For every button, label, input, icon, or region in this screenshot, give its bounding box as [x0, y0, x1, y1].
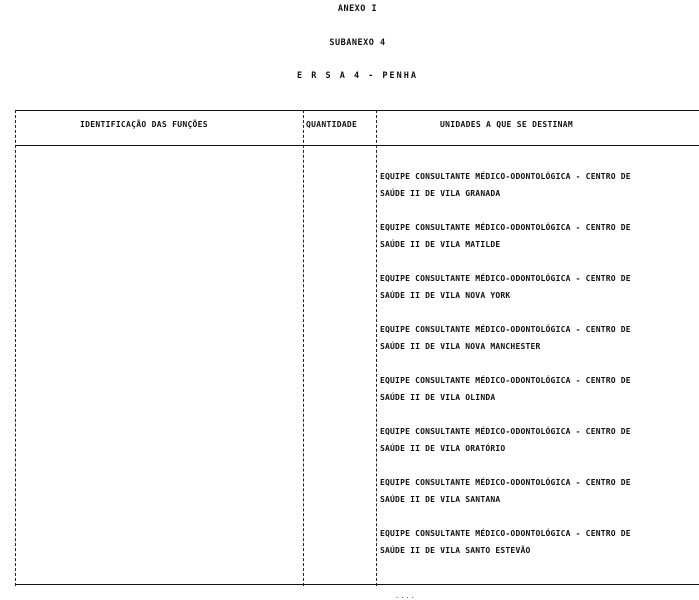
unit-line-1: EQUIPE CONSULTANTE MÉDICO-ODONTOLÓGICA - CENTRO DE — [380, 223, 631, 232]
unit-line-2: SAÚDE II DE VILA NOVA MANCHESTER — [380, 342, 541, 351]
list-item — [380, 474, 699, 525]
unit-line-1: EQUIPE CONSULTANTE MÉDICO-ODONTOLÓGICA - CENTRO DE — [380, 376, 631, 385]
table-left-border — [15, 110, 16, 586]
unit-line-2: SAÚDE II DE VILA GRANADA — [380, 189, 501, 198]
list-item — [380, 270, 699, 321]
unit-line-2: SAÚDE II DE VILA ORATÓRIO — [380, 444, 506, 453]
column-divider-2 — [376, 110, 377, 586]
unit-line-2: SAÚDE II DE VILA NOVA YORK — [380, 291, 511, 300]
list-item — [380, 423, 699, 474]
list-item — [380, 321, 699, 372]
unit-line-2: SAÚDE II DE VILA SANTANA — [380, 495, 501, 504]
ersa-title: E R S A 4 - PENHA — [297, 71, 418, 81]
units-list — [380, 168, 699, 576]
subannex-title: SUBANEXO 4 — [329, 38, 386, 48]
annex-title: ANEXO I — [337, 4, 378, 14]
page-footer-mark: .... — [395, 592, 416, 600]
unit-line-1: EQUIPE CONSULTANTE MÉDICO-ODONTOLÓGICA - CENTRO DE — [380, 172, 631, 181]
unit-line-1: EQUIPE CONSULTANTE MÉDICO-ODONTOLÓGICA - CENTRO DE — [380, 274, 631, 283]
table-top-border — [15, 110, 699, 111]
column-header-quantity: QUANTIDADE — [306, 120, 358, 129]
list-item — [380, 219, 699, 270]
column-header-identification: IDENTIFICAÇÃO DAS FUNÇÕES — [80, 120, 208, 129]
unit-line-2: SAÚDE II DE VILA MATILDE — [380, 240, 501, 249]
unit-line-1: EQUIPE CONSULTANTE MÉDICO-ODONTOLÓGICA - CENTRO DE — [380, 478, 631, 487]
functions-table — [15, 110, 699, 586]
list-item — [380, 372, 699, 423]
column-divider-1 — [303, 110, 304, 586]
list-item — [380, 525, 699, 576]
unit-line-2: SAÚDE II DE VILA OLINDA — [380, 393, 496, 402]
unit-line-1: EQUIPE CONSULTANTE MÉDICO-ODONTOLÓGICA - CENTRO DE — [380, 325, 631, 334]
unit-line-1: EQUIPE CONSULTANTE MÉDICO-ODONTOLÓGICA - CENTRO DE — [380, 529, 631, 538]
unit-line-2: SAÚDE II DE VILA SANTO ESTEVÃO — [380, 546, 531, 555]
column-header-units: UNIDADES A QUE SE DESTINAM — [440, 120, 574, 129]
table-header-border — [15, 145, 699, 146]
list-item — [380, 168, 699, 219]
table-bottom-border — [15, 584, 699, 585]
unit-line-1: EQUIPE CONSULTANTE MÉDICO-ODONTOLÓGICA - CENTRO DE — [380, 427, 631, 436]
